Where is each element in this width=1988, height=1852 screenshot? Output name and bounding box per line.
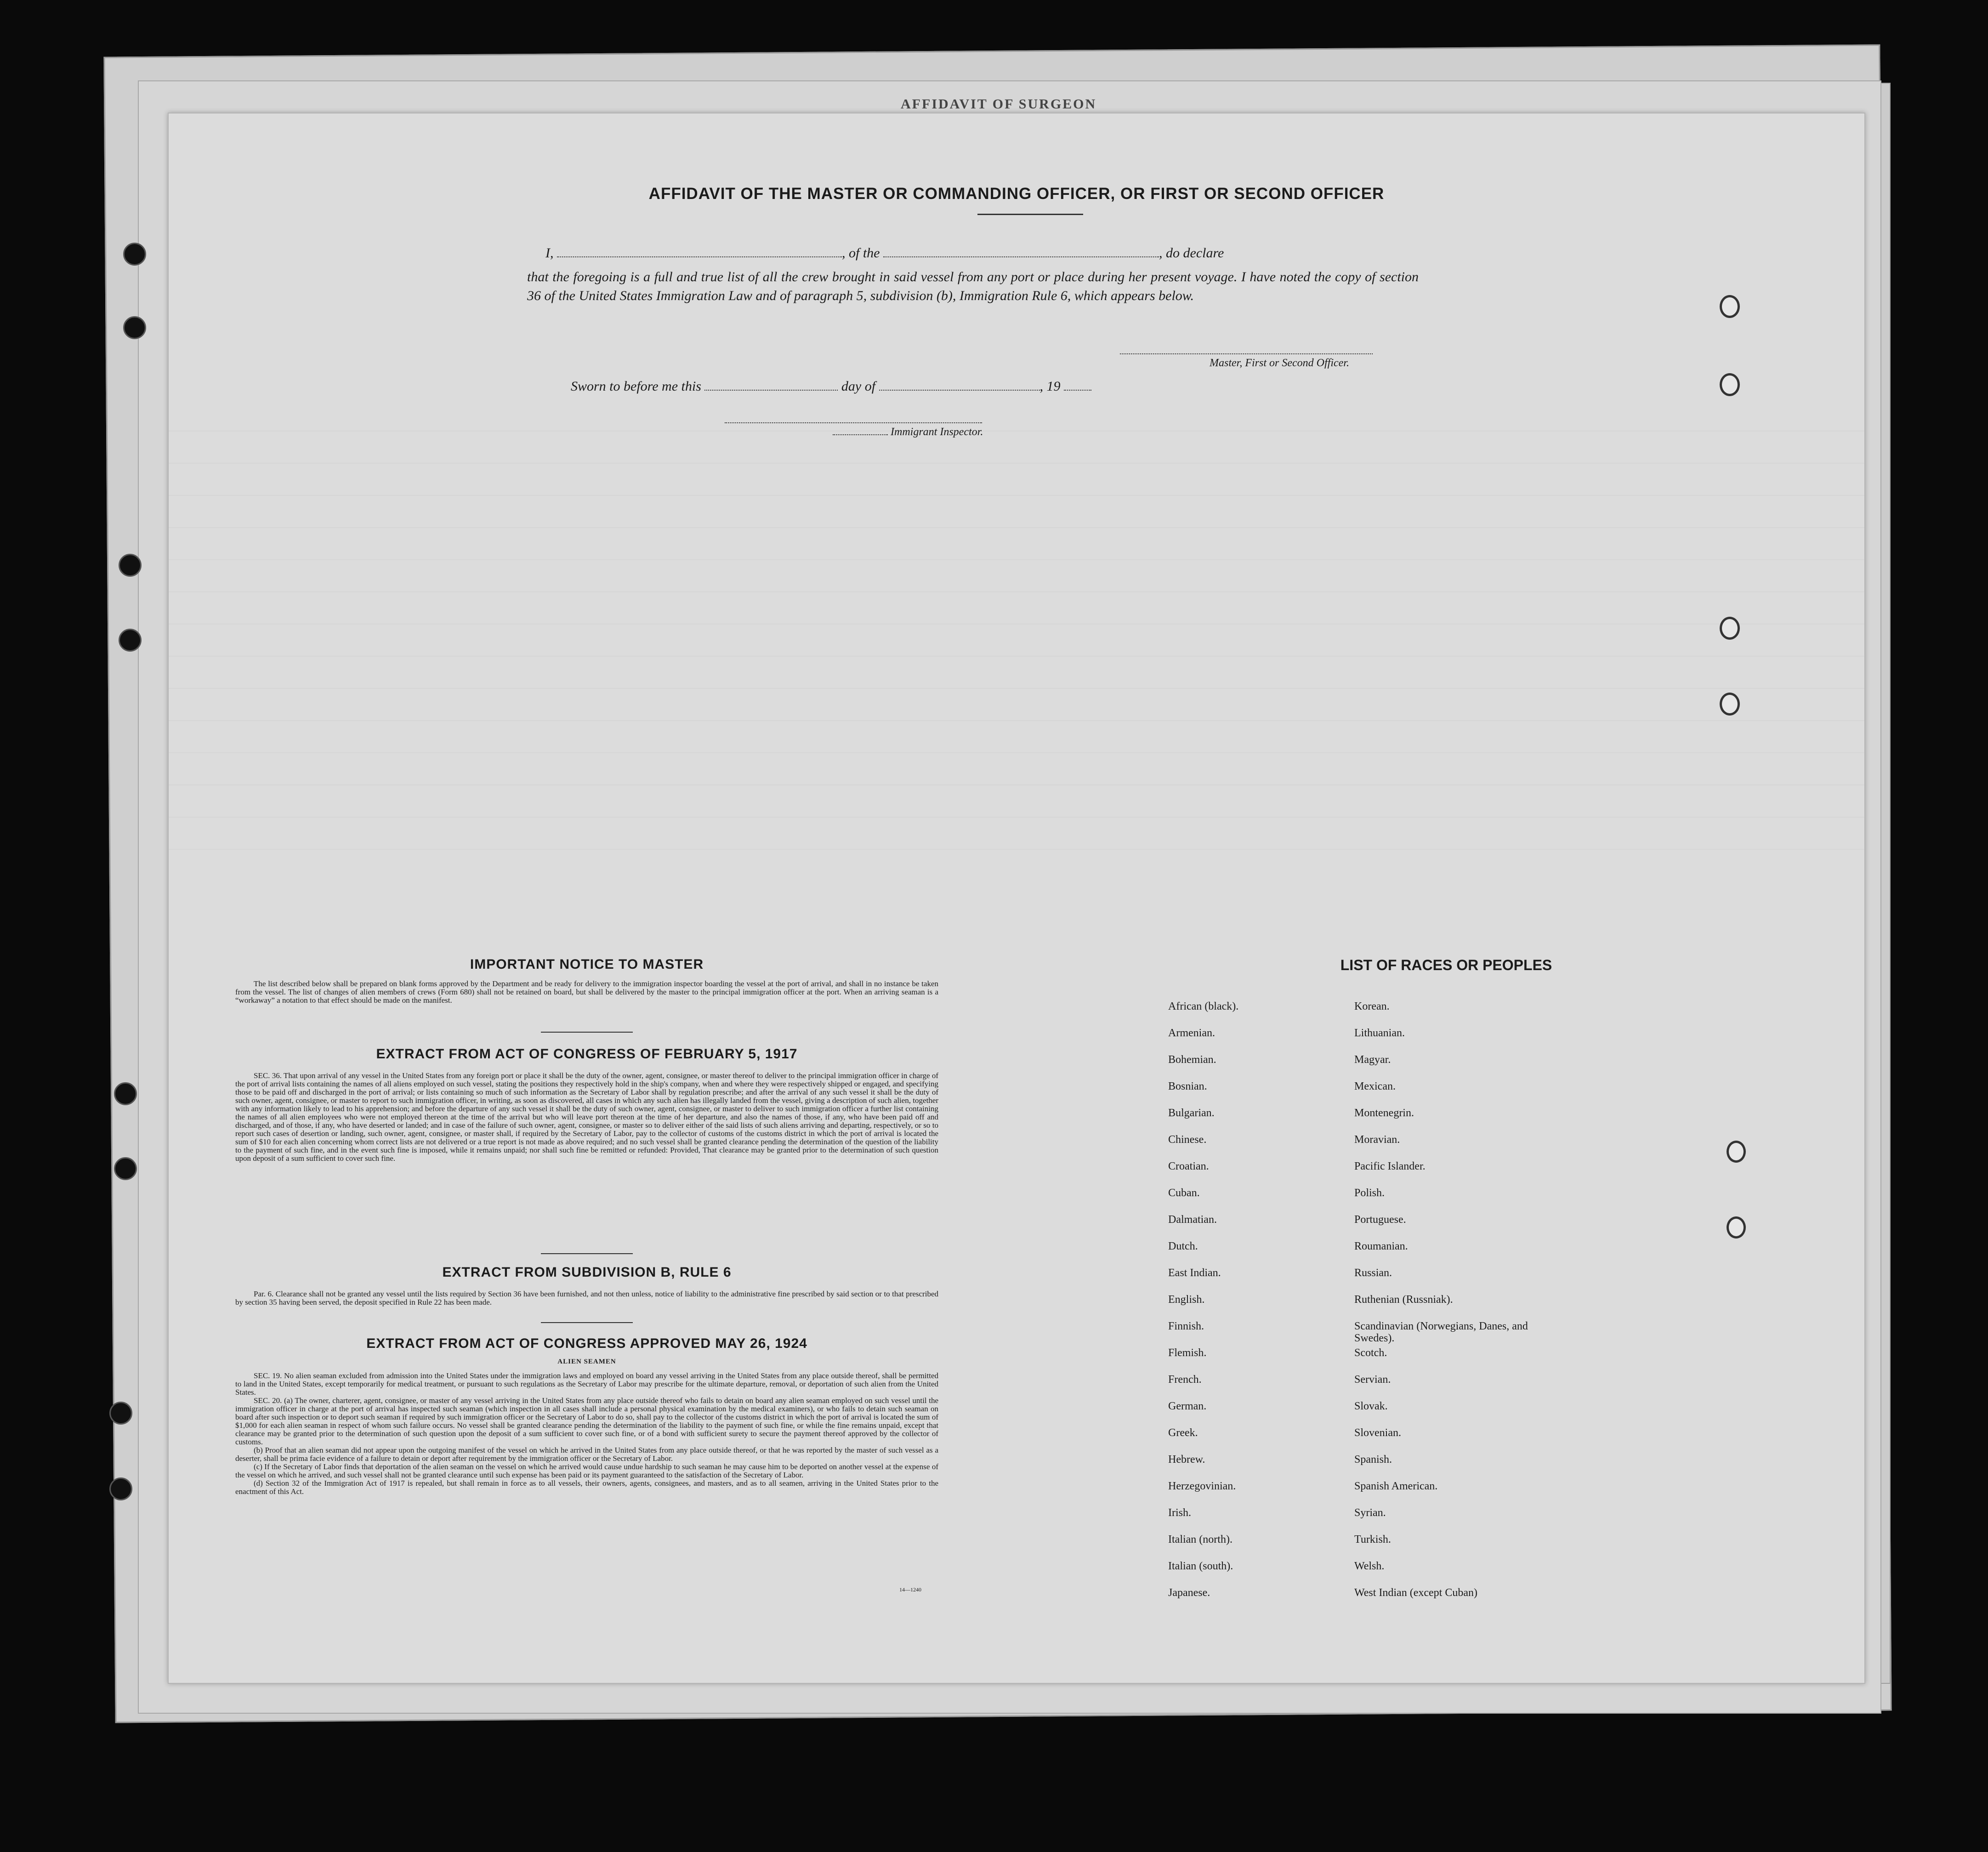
race-item: Slovenian. (1354, 1427, 1401, 1439)
sworn-year-field[interactable] (1064, 378, 1091, 391)
sworn-line (571, 378, 1091, 394)
inspector-caption: Immigrant Inspector. (833, 426, 983, 438)
sworn-day-field[interactable] (704, 378, 838, 391)
race-item: Herzegovinian. (1168, 1480, 1236, 1492)
race-item: Irish. (1168, 1507, 1191, 1519)
year-prefix: , 19 (1039, 379, 1061, 394)
race-item: Italian (north). (1168, 1534, 1233, 1545)
extract-rule6-title: EXTRACT FROM SUBDIVISION B, RULE 6 (442, 1265, 732, 1280)
vessel-name-field[interactable] (883, 244, 1159, 257)
extract-1924-body: SEC. 19. No alien seaman excluded from admission into the United States under the immigration laws and employed on board any vessel arriving in the United States from any place outside thereof, shall be permitted to land in the United States, except temporarily for medical treatment, or pursuant to such regulations as the Secretary of Labor may prescribe for the ultimate departure, removal, or deportation of such alien from the United States. SEC. 20. (a) The owner, charterer, agent, consignee, or master of any vessel arriving in the United States from any place outside thereof who fails to detain on board any alien seaman employed on such vessel until the immigration officer in charge at the port of arrival has inspected such seaman (which inspection in all cases shall include a personal physical examination by the medical examiners), or who fails to detain such seaman on board after such inspection or to deport such seaman if required by such immigration officer or the Secretary of Labor to do so, shall pay to the collector of the customs district in which the port of arrival is located the sum of $1,000 for each alien seaman in respect of whom such failure occurs. No vessel shall be granted clearance pending the determination of the liability to the payment of such fine, or while the fine remains unpaid, except that clearance may be granted prior to the determination of such question upon the deposit of a sum sufficient to cover such fine, or of a bond with sufficient surety to secure the payment thereof approved by the collector of customs. (b) Proof that an alien seaman did not appear upon the outgoing manifest of the vessel on which he arrived in the United States from any place outside thereof, or that he was reported by the master of such vessel as a deserter, shall be prima facie evidence of a failure to detain or deport after requirement by the immigration officer or the Secretary of Labor. (c) If the Secretary of Labor finds that deportation of the alien seaman on the vessel on which he arrived would cause undue hardship to such seaman he may cause him to be deported on another vessel at the expense of the vessel on which he arrived, and such vessel shall not be granted clearance until such expense has been paid or its payment guaranteed to the satisfaction of the Secretary of Labor. (d) Section 32 of the Immigration Act of 1917 is repealed, but shall remain in force as to all vessels, their owners, agents, consignees, and masters, and as to all seamen, arriving in the United States prior to the enactment of this Act. (235, 1371, 938, 1496)
notice-body: The list described below shall be prepared on blank forms approved by the Department and be ready for delivery to the immigration inspector boarding the vessel at the port of arrival, and shall in no instance be taken from the vessel. The list of changes of alien members of crews (Form 680) shall not be retained on board, but shall be delivered by the master to the principal immigration officer at the port. When an arriving seaman is a “workaway” a notation to that effect should be made on the manifest. (235, 979, 938, 1005)
race-item: Portuguese. (1354, 1214, 1406, 1226)
race-item: Montenegrin. (1354, 1107, 1414, 1119)
race-item: Bulgarian. (1168, 1107, 1215, 1119)
binder-hole (1720, 373, 1740, 396)
race-item: Mexican. (1354, 1080, 1396, 1092)
binder-hole (1720, 617, 1740, 640)
punch-hole (119, 554, 142, 577)
affidavit-title: AFFIDAVIT OF THE MASTER OR COMMANDING OFFICER, OR FIRST OR SECOND OFFICER (648, 185, 1385, 203)
race-item: Cuban. (1168, 1187, 1200, 1199)
title-rule (977, 214, 1083, 215)
declare-suffix: , do declare (1159, 245, 1224, 261)
binder-hole (1720, 295, 1740, 318)
race-item: Chinese. (1168, 1134, 1207, 1146)
races-left-column (1168, 1000, 1343, 1613)
race-item: Bohemian. (1168, 1054, 1216, 1066)
race-item: Finnish. (1168, 1320, 1204, 1332)
master-signature-caption: Master, First or Second Officer. (1210, 357, 1349, 369)
punch-hole (123, 316, 146, 339)
race-item: Roumanian. (1354, 1240, 1408, 1252)
race-item: Servian. (1354, 1374, 1391, 1386)
inspector-name-field[interactable] (833, 428, 888, 435)
race-item: Polish. (1354, 1187, 1385, 1199)
extract-1917-title: EXTRACT FROM ACT OF CONGRESS OF FEBRUARY 5, 1917 (376, 1046, 798, 1062)
race-item: African (black). (1168, 1000, 1239, 1012)
race-item: Dutch. (1168, 1240, 1198, 1252)
race-item: Ruthenian (Russniak). (1354, 1294, 1453, 1306)
extract-rule6-body: Par. 6. Clearance shall not be granted any vessel until the lists required by Section 36 have been furnished, and not then unless, notice of liability to the administrative fine prescribed by said section or to that prescribed by section 35 having been served, the deposit specified in Rule 22 has been made. (235, 1290, 938, 1307)
master-signature-field[interactable] (1120, 352, 1373, 354)
inspector-signature-field[interactable] (725, 421, 982, 423)
race-item: Moravian. (1354, 1134, 1400, 1146)
race-item: Turkish. (1354, 1534, 1391, 1545)
section-rule (541, 1253, 633, 1254)
extract-1917-body: SEC. 36. That upon arrival of any vessel in the United States from any foreign port or place it shall be the duty of the owner, agent, consignee, or master thereof to deliver to the principal immigration officer in charge of the port of arrival lists containing the names of all aliens employed on such vessel, stating the positions they respectively hold in the ship's company, when and where they were respectively shipped or engaged, and specifying those to be paid off and discharged in the port of arrival; or lists containing so much of such information as the Secretary of Labor shall by regulation prescribe; and after the arrival of any such vessel it shall be the duty of such owner, agent, consignee, or master to report to such immigration officer, in writing, as soon as discovered, all cases in which any such alien has illegally landed from the vessel, giving a description of such alien, together with any information likely to lead to his apprehension; and before the departure of any such vessel it shall be the duty of such owner, agent, consignee, or master to deliver to such immigration officer a further list containing the names of all alien employees who were not employed thereon at the time of the arrival but who will leave port thereon at the time of her departure, and also the names of those, if any, who have been paid off and discharged, and of those, if any, who have deserted or landed; and in case of the failure of such owner, agent, consignee, or master so to deliver either of the said lists of such aliens arriving and departing, respectively, or so to report such cases of desertion or landing, such owner, agent, consignee, or master shall, if required by the Secretary of Labor, pay to the collector of customs of the customs district in which the port of arrival is located the sum of $10 for each alien concerning whom correct lists are not delivered or a true report is not made as above required; and no such vessel shall be granted clearance pending the determination of the question of the liability to the payment of such fine, and in the event such fine is imposed, while it remains unpaid; nor shall such fine be remitted or refunded: Provided, That clearance may be granted prior to the determination of such question upon deposit of a sum sufficient to cover such fine. (235, 1071, 938, 1163)
punch-hole (114, 1157, 137, 1180)
race-item: Croatian. (1168, 1160, 1209, 1172)
race-item: Greek. (1168, 1427, 1198, 1439)
race-item: Magyar. (1354, 1054, 1391, 1066)
race-item: Spanish American. (1354, 1480, 1438, 1492)
form-number: 14—1240 (899, 1586, 921, 1593)
binder-hole (1727, 1141, 1746, 1163)
races-title: LIST OF RACES OR PEOPLES (1340, 957, 1552, 973)
notice-title: IMPORTANT NOTICE TO MASTER (470, 957, 704, 972)
affidavit-body: that the foregoing is a full and true list of all the crew brought in said vessel from any port or place during her present voyage. I have noted the copy of section 36 of the United States Immigration Law and of paragraph 5, subdivision (b), Immigration Rule 6, which appears below. (527, 269, 1419, 303)
race-item: German. (1168, 1400, 1207, 1412)
race-item: Pacific Islander. (1354, 1160, 1426, 1172)
race-item: Spanish. (1354, 1454, 1392, 1466)
races-right-column (1354, 1000, 1547, 1613)
sworn-prefix: Sworn to before me this (571, 379, 701, 394)
race-item: Hebrew. (1168, 1454, 1205, 1466)
punch-hole (123, 243, 146, 266)
affidavit-page (168, 113, 1865, 1684)
punch-hole (109, 1477, 132, 1500)
day-of-label: day of (841, 379, 876, 394)
sworn-month-field[interactable] (879, 378, 1040, 391)
declarant-prefix: I, (545, 245, 554, 261)
punch-hole (109, 1402, 132, 1425)
race-item: Syrian. (1354, 1507, 1386, 1519)
race-item: Scotch. (1354, 1347, 1387, 1359)
declaration-line (545, 244, 1224, 261)
punch-hole (114, 1082, 137, 1105)
extract-1924-subtitle: ALIEN SEAMEN (557, 1358, 616, 1365)
race-item: Welsh. (1354, 1560, 1385, 1572)
extract-1924-title: EXTRACT FROM ACT OF CONGRESS APPROVED MAY 26, 1924 (366, 1336, 807, 1351)
race-item: West Indian (except Cuban) (1354, 1587, 1477, 1599)
declarant-name-field[interactable] (557, 244, 842, 257)
race-item: Lithuanian. (1354, 1027, 1405, 1039)
race-item: Russian. (1354, 1267, 1392, 1279)
race-item: Flemish. (1168, 1347, 1207, 1359)
section-rule (541, 1032, 633, 1033)
race-item: East Indian. (1168, 1267, 1221, 1279)
race-item: Bosnian. (1168, 1080, 1207, 1092)
race-item: English. (1168, 1294, 1205, 1306)
punch-hole (119, 629, 142, 652)
race-item: Armenian. (1168, 1027, 1215, 1039)
race-item: Slovak. (1354, 1400, 1388, 1412)
race-item: Dalmatian. (1168, 1214, 1217, 1226)
binder-hole (1727, 1216, 1746, 1238)
race-item: French. (1168, 1374, 1202, 1386)
section-rule (541, 1322, 633, 1323)
vessel-prefix: , of the (842, 245, 880, 261)
behind-sheet-title: AFFIDAVIT OF SURGEON (901, 97, 1097, 112)
race-item: Japanese. (1168, 1587, 1210, 1599)
race-item: Italian (south). (1168, 1560, 1233, 1572)
binder-hole (1720, 693, 1740, 716)
race-item: Scandinavian (Norwegians, Danes, and Swedes). (1354, 1320, 1528, 1344)
race-item: Korean. (1354, 1000, 1390, 1012)
